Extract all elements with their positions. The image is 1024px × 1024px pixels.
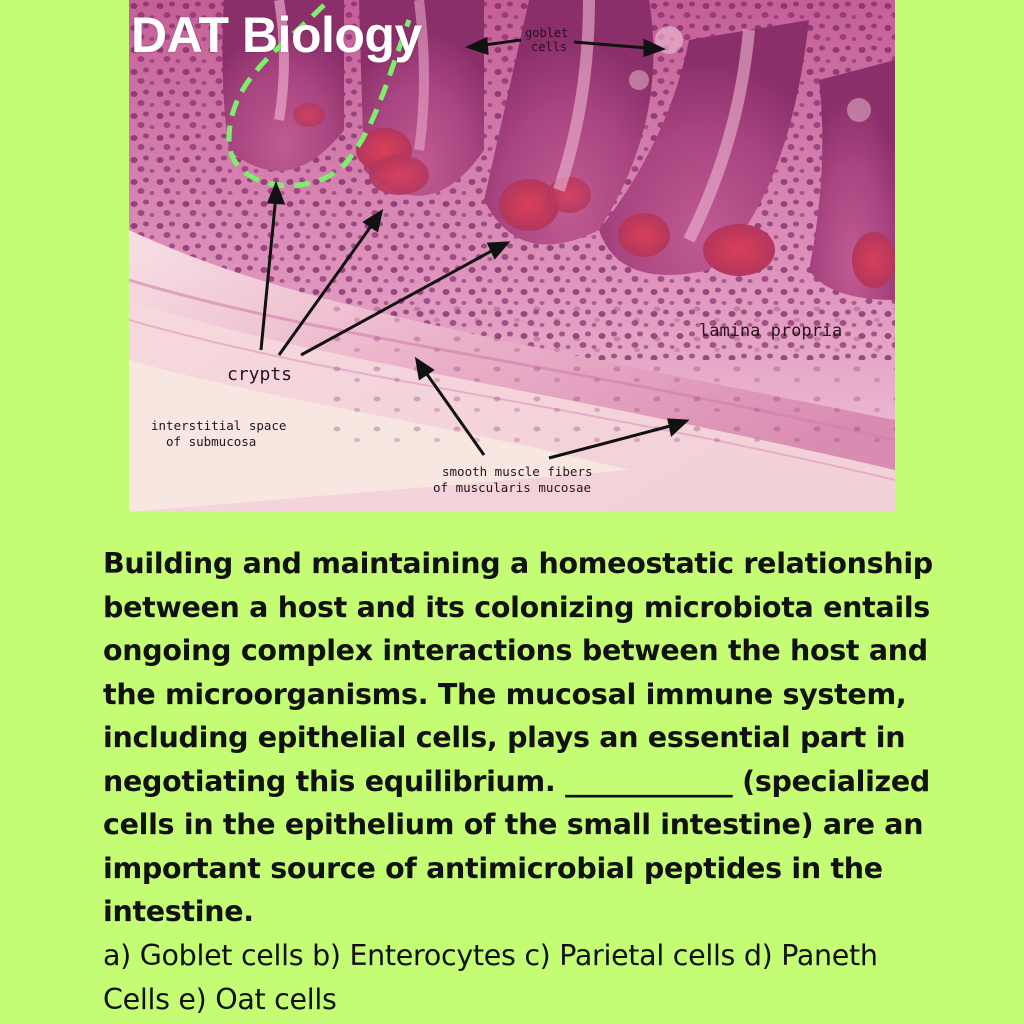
question-stem: Building and maintaining a homeostatic relationship between a host and its colonizing microbiota entails ongoing complex interactions between the host and the microorganisms. The mucosal immune system, including epithelial cells, plays an essential part in negotiating this equilibrium. ____________ (specialized cells in the epithelium of the small intestine) are an important source of antimicrobial peptides in the intestine. [103, 547, 933, 928]
histology-micrograph [129, 0, 895, 512]
brand-title: DAT Biology [131, 7, 422, 63]
goblet-label-line2: cells [531, 40, 568, 54]
goblet-label-line1: goblet [525, 26, 569, 40]
muscle-label-line2: of muscularis mucosae [433, 480, 592, 495]
interstitial-label-line1: interstitial space [151, 418, 287, 433]
interstitial-label-line2: of submucosa [166, 434, 257, 449]
micrograph-drawing [129, 0, 895, 512]
answer-choices: a) Goblet cells b) Enterocytes c) Parietal cells d) Paneth Cells e) Oat cells [103, 939, 878, 1016]
lamina-propria-label: lamina propria [699, 321, 843, 341]
crypts-label: crypts [227, 364, 293, 385]
muscle-label-line1: smooth muscle fibers [442, 464, 593, 479]
